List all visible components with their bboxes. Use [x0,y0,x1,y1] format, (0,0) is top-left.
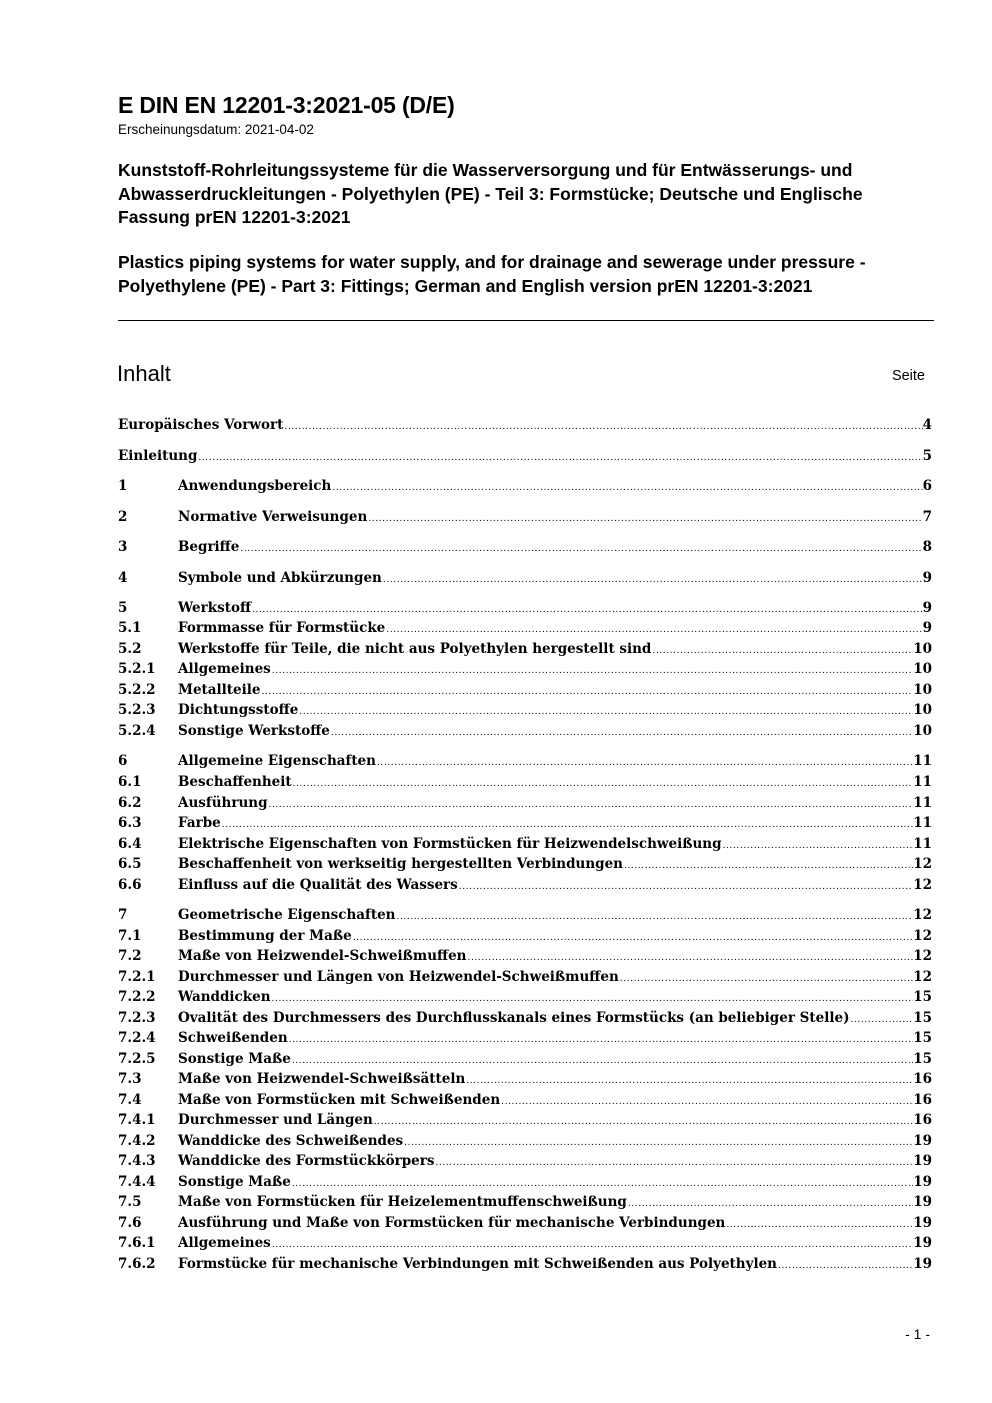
toc-entry-title: Beschaffenheit von werkseitig hergestellten Verbindungen [178,856,623,872]
toc-entry-title: Formmasse für Formstücke [178,620,386,636]
toc-entry[interactable] [118,1174,932,1194]
toc-entry-page: 11 [913,753,932,769]
toc-entry[interactable] [118,1071,932,1091]
toc-entry[interactable] [118,448,932,468]
toc-entry-title: Ovalität des Durchmessers des Durchflusskanals eines Formstücks (an beliebiger Stelle) [178,1010,850,1026]
toc-entry[interactable] [118,600,932,620]
toc-entry[interactable] [118,815,932,835]
toc-entry-number: 6.1 [118,774,142,790]
toc-entry-page: 12 [913,856,932,872]
toc-dot-leader [251,605,923,615]
toc-entry-number: 7.3 [118,1071,142,1087]
toc-entry-page: 16 [913,1071,932,1087]
toc-entry-number: 7.2.3 [118,1010,156,1026]
toc-entry[interactable] [118,753,932,773]
toc-entry-page: 12 [913,928,932,944]
toc-entry-title: Allgemeines [178,661,271,677]
toc-entry-page: 19 [913,1174,932,1190]
toc-entry-title: Elektrische Eigenschaften von Formstücken für Heizwendelschweißung [178,836,722,852]
toc-dot-leader [382,575,923,585]
toc-entry-title: Ausführung [178,795,268,811]
toc-entry[interactable] [118,570,932,590]
toc-entry-page: 8 [922,539,932,555]
toc-entry-title: Ausführung und Maße von Formstücken für mechanische Verbindungen [178,1215,726,1231]
toc-dot-leader [396,912,914,922]
toc-entry-page: 12 [913,907,932,923]
toc-entry-number: 6.5 [118,856,142,872]
toc-entry-number: 7.4.1 [118,1112,156,1128]
toc-entry-number: 6.2 [118,795,142,811]
toc-entry-page: 11 [913,795,932,811]
toc-entry-title: Maße von Formstücken mit Schweißenden [178,1092,501,1108]
toc-dot-leader [292,779,914,789]
toc-entry-page: 15 [913,989,932,1005]
toc-entry[interactable] [118,1133,932,1153]
toc-dot-leader [458,882,913,892]
toc-entry-title: Sonstige Maße [178,1051,291,1067]
toc-dot-leader [291,1179,913,1189]
toc-entry-page: 19 [913,1153,932,1169]
toc-entry-page: 10 [913,682,932,698]
toc-entry-page: 9 [922,620,932,636]
toc-dot-leader [623,861,913,871]
toc-entry-page: 11 [913,774,932,790]
toc-entry-page: 12 [913,877,932,893]
toc-dot-leader [849,1015,913,1025]
toc-entry-number: 7.4.3 [118,1153,156,1169]
page-number: - 1 - [905,1326,930,1342]
header-divider [118,320,934,321]
toc-dot-leader [465,1076,913,1086]
toc-entry-number: 7.6.2 [118,1256,156,1272]
toc-entry-title: Maße von Heizwendel-Schweißsätteln [178,1071,466,1087]
toc-entry[interactable] [118,836,932,856]
toc-entry-page: 19 [913,1194,932,1210]
toc-entry-number: 2 [118,509,128,525]
toc-entry[interactable] [118,723,932,743]
toc-entry-title: Farbe [178,815,221,831]
toc-page-column-label: Seite [891,368,925,384]
toc-dot-leader [283,422,922,432]
toc-entry[interactable] [118,907,932,927]
toc-entry[interactable] [118,877,932,897]
toc-entry-number: 5.2.4 [118,723,156,739]
toc-dot-leader [291,1056,913,1066]
toc-entry[interactable] [118,856,932,876]
toc-entry-page: 10 [913,702,932,718]
toc-entry-number: 4 [118,570,128,586]
toc-entry[interactable] [118,948,932,968]
toc-entry-page: 5 [922,448,932,464]
toc-dot-leader [403,1138,913,1148]
toc-dot-leader [271,994,914,1004]
toc-entry-title: Symbole und Abkürzungen [178,570,382,586]
toc-entry-title: Werkstoffe für Teile, die nicht aus Polyethylen hergestellt sind [178,641,652,657]
toc-entry-title: Beschaffenheit [178,774,292,790]
toc-entry-page: 9 [922,600,932,616]
toc-dot-leader [367,514,922,524]
toc-entry[interactable] [118,661,932,681]
toc-entry-title: Maße von Heizwendel-Schweißmuffen [178,948,467,964]
publication-date: Erscheinungsdatum: 2021-04-02 [118,122,314,137]
toc-entry[interactable] [118,682,932,702]
toc-entry-page: 10 [913,641,932,657]
toc-entry-page: 6 [922,478,932,494]
toc-entry-page: 10 [913,661,932,677]
toc-dot-leader [298,707,913,717]
toc-dot-leader [619,974,913,984]
toc-dot-leader [467,953,914,963]
toc-entry[interactable] [118,1092,932,1112]
toc-dot-leader [330,728,913,738]
document-id: E DIN EN 12201-3:2021-05 (D/E) [118,92,455,118]
toc-entry-title: Einfluss auf die Qualität des Wassers [178,877,458,893]
toc-entry-number: 7.4.2 [118,1133,156,1149]
toc-entry-title: Normative Verweisungen [178,509,368,525]
toc-entry-title: Formstücke für mechanische Verbindungen mit Schweißenden aus Polyethylen [178,1256,777,1272]
toc-entry-page: 19 [913,1215,932,1231]
toc-entry[interactable] [118,620,932,640]
toc-entry[interactable] [118,1112,932,1132]
toc-entry-number: 7.5 [118,1194,142,1210]
toc-dot-leader [331,483,922,493]
toc-entry[interactable] [118,417,932,437]
title-german: Kunststoff-Rohrleitungssysteme für die Wasserversorgung und für Entwässerungs- und Abwasserdruckleitungen - Polyethylen (PE) - Teil 3: Formstücke; Deutsche und Englische Fassung prEN 12201-3:2021 [118,160,863,227]
toc-entry-title: Wanddicke des Schweißendes [178,1133,404,1149]
toc-entry[interactable] [118,702,932,722]
toc-entry-title: Wanddicken [178,989,271,1005]
toc-entry-number: 5.2.1 [118,661,156,677]
toc-entry-title: Bestimmung der Maße [178,928,352,944]
toc-entry[interactable] [118,1194,932,1214]
toc-entry-number: 6 [118,753,128,769]
toc-entry-number: 7.2.5 [118,1051,156,1067]
toc-entry-number: 5 [118,600,128,616]
toc-dot-leader [268,800,914,810]
toc-entry-title: Allgemeine Eigenschaften [178,753,376,769]
toc-entry-number: 7.1 [118,928,142,944]
toc-dot-leader [239,544,922,554]
toc-entry-title: Einleitung [118,448,198,464]
toc-dot-leader [221,820,913,830]
toc-entry-number: 7.4 [118,1092,142,1108]
toc-entry-number: 7 [118,907,128,923]
toc-entry-title: Europäisches Vorwort [118,417,284,433]
toc-dot-leader [376,758,913,768]
toc-entry-number: 5.2.2 [118,682,156,698]
toc-entry-title: Begriffe [178,539,240,555]
toc-dot-leader [271,666,913,676]
toc-entry[interactable] [118,641,932,661]
toc-entry[interactable] [118,989,932,1009]
toc-entry[interactable] [118,1030,932,1050]
toc-entry-page: 10 [913,723,932,739]
toc-entry-number: 7.6 [118,1215,142,1231]
toc-entry-page: 11 [913,815,932,831]
toc-entry[interactable] [118,928,932,948]
toc-dot-leader [651,646,913,656]
toc-dot-leader [725,1220,913,1230]
toc-dot-leader [373,1117,913,1127]
toc-entry-page: 9 [922,570,932,586]
toc-entry-page: 16 [913,1112,932,1128]
toc-entry-page: 4 [922,417,932,433]
toc-entry-title: Sonstige Werkstoffe [178,723,330,739]
toc-entry-title: Durchmesser und Längen [178,1112,373,1128]
toc-entry[interactable] [118,774,932,794]
toc-entry-page: 15 [913,1010,932,1026]
toc-dot-leader [260,687,913,697]
toc-heading: Inhalt [117,361,171,386]
toc-entry[interactable] [118,1235,932,1255]
toc-entry-number: 5.2 [118,641,142,657]
toc-entry-number: 7.2.2 [118,989,156,1005]
toc-entry[interactable] [118,1010,932,1030]
toc-entry-title: Dichtungsstoffe [178,702,299,718]
toc-entry-title: Werkstoff [178,600,252,616]
toc-entry-number: 6.6 [118,877,142,893]
toc-entry-number: 5.2.3 [118,702,156,718]
toc-entry-number: 5.1 [118,620,142,636]
toc-entry-number: 3 [118,539,128,555]
toc-entry-page: 7 [922,509,932,525]
toc-entry-page: 19 [913,1256,932,1272]
toc-entry-number: 7.6.1 [118,1235,156,1251]
toc-entry-title: Allgemeines [178,1235,271,1251]
toc-entry-page: 16 [913,1092,932,1108]
toc-entry-number: 7.2 [118,948,142,964]
toc-entry[interactable] [118,1215,932,1235]
toc-entry-title: Maße von Formstücken für Heizelementmuffenschweißung [178,1194,627,1210]
toc-dot-leader [385,625,922,635]
toc-entry-page: 12 [913,948,932,964]
toc-dot-leader [722,841,914,851]
toc-entry[interactable] [118,509,932,529]
toc-entry-page: 19 [913,1235,932,1251]
toc-dot-leader [434,1158,913,1168]
toc-entry-number: 6.3 [118,815,142,831]
toc-entry[interactable] [118,1153,932,1173]
toc-entry[interactable] [118,478,932,498]
toc-dot-leader [197,453,922,463]
toc-entry-title: Wanddicke des Formstückkörpers [178,1153,435,1169]
toc-entry-title: Anwendungsbereich [178,478,332,494]
toc-entry-title: Sonstige Maße [178,1174,291,1190]
toc-dot-leader [352,933,914,943]
toc-dot-leader [500,1097,913,1107]
toc-entry[interactable] [118,1256,932,1276]
toc-entry-title: Metallteile [178,682,261,698]
toc-entry-page: 12 [913,969,932,985]
toc-entry-number: 7.2.1 [118,969,156,985]
toc-entry-page: 19 [913,1133,932,1149]
toc-entry-title: Geometrische Eigenschaften [178,907,396,923]
toc-dot-leader [288,1035,914,1045]
toc-entry-title: Schweißenden [178,1030,288,1046]
toc-dot-leader [271,1240,913,1250]
toc-entry[interactable] [118,795,932,815]
title-english: Plastics piping systems for water supply, and for drainage and sewerage under pressure - Polyethylene (PE) - Part 3: Fittings; German and English version prEN 12201-3:2021 [118,252,866,296]
toc-entry-number: 6.4 [118,836,142,852]
toc-entry-number: 7.4.4 [118,1174,156,1190]
toc-entry[interactable] [118,969,932,989]
toc-entry-number: 1 [118,478,128,494]
toc-entry-page: 15 [913,1030,932,1046]
toc-entry-page: 15 [913,1051,932,1067]
toc-entry-number: 7.2.4 [118,1030,156,1046]
toc-entry-page: 11 [913,836,932,852]
toc-entry-title: Durchmesser und Längen von Heizwendel-Schweißmuffen [178,969,619,985]
toc-entry[interactable] [118,539,932,559]
toc-entry[interactable] [118,1051,932,1071]
toc-dot-leader [627,1199,913,1209]
toc-dot-leader [777,1261,913,1271]
